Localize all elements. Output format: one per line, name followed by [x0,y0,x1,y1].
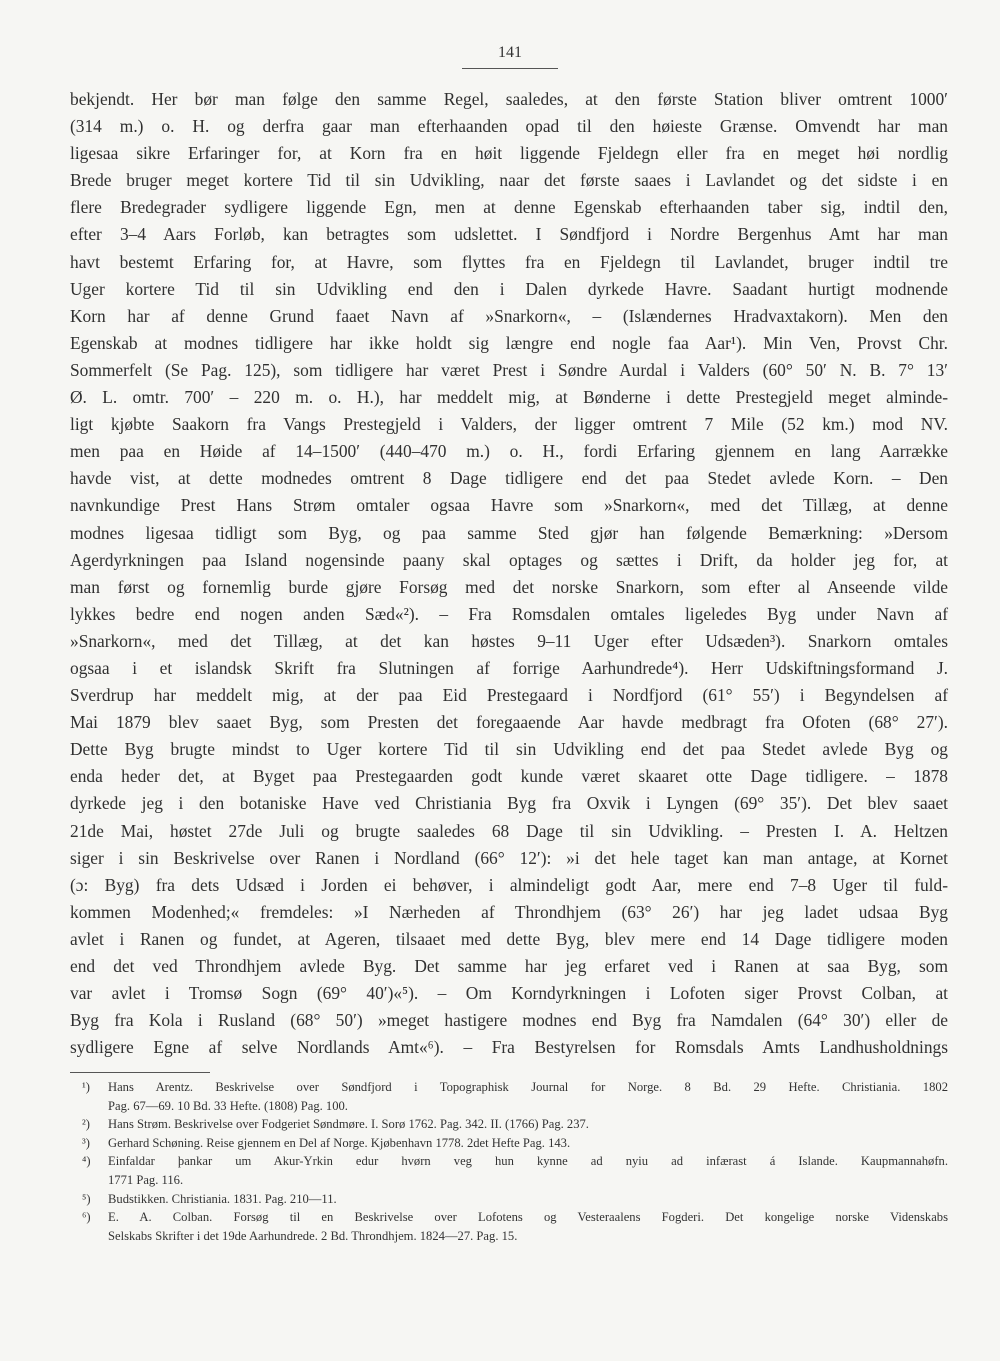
body-line: ligesaa sikre Erfaringer for, at Korn fra en høit liggende Fjeldegn eller fra en meget høi nordlig [70,143,948,164]
body-line: Ø. L. omtr. 700′ – 220 m. o. H.), har meddelt mig, at Bønderne i dette Prestegjeld meget alminde- [70,387,948,408]
body-line: ligt kjøbte Saakorn fra Vangs Prestegjeld i Valders, der ligger omtrent 7 Mile (52 km.) mod NV. [70,414,948,435]
footnote-line: E. A. Colban. Forsøg til en Beskrivelse over Lofotens og Vesteraalens Fogderi. Det kongelige norske Videnskabs [108,1210,948,1225]
body-line: var avlet i Tromsø Sogn (69° 40′)«⁵). – Om Korndyrkningen i Lofoten siger Provst Colban, at [70,983,948,1004]
body-line: »Snarkorn«, med det Tillæg, at det kan høstes 9–11 Uger efter Udsæden³). Snarkorn omtales [70,630,948,651]
body-line: Mai 1879 blev saaet Byg, som Presten det foregaaende Aar havde medbragt fra Ofoten (68° 27′). [70,712,948,733]
body-line: siger i sin Beskrivelse over Ranen i Nordland (66° 12′): »i det hele taget kan man antage, at Kornet [70,847,948,868]
footnote-mark: ⁶) [82,1210,91,1225]
body-line: Sommerfelt (Se Pag. 125), som tidligere har været Prest i Søndre Aurdal i Valders (60° 50′ N. B. 7° 13′ [70,359,948,380]
footnote-mark: ¹) [82,1080,90,1094]
body-line: havde vist, at dette modnedes omtrent 8 Dage tidligere end det paa Stedet avlede Korn. – Den [70,468,948,489]
footnote [70,1190,948,1209]
body-line: men paa en Høide af 14–1500′ (440–470 m.) o. H., fordi Erfaring gjennem en lang Aarrække [70,441,948,462]
footnote-line: Pag. 67—69. 10 Bd. 33 Hefte. (1808) Pag. 100. [108,1098,348,1113]
body-line: avlet i Ranen og fundet, at Ageren, tilsaaet med dette Byg, blev mere end 14 Dage tidligere moden [70,928,948,949]
footnote-mark: ³) [82,1135,90,1150]
body-line: Egenskab at modnes tidligere har ikke holdt sig længre end nogle faa Aar¹). Min Ven, Provst Chr. [70,332,948,353]
body-line: kommen Modenhed;« fremdeles: »I Nærheden af Throndhjem (63° 26′) har jeg ladet udsaa Byg [70,901,948,922]
footnote-line: Gerhard Schøning. Reise gjennem en Del af Norge. Kjøbenhavn 1778. 2det Hefte Pag. 143. [108,1135,571,1150]
body-line: efter 3–4 Aars Forløb, kan betragtes som udslettet. I Søndfjord i Nordre Bergenhus Amt har man [70,224,948,245]
body-line: end det ved Throndhjem avlede Byg. Det samme har jeg erfaret ved i Ranen at saa Byg, som [70,956,948,976]
body-line: Byg fra Kola i Rusland (68° 50′) »meget hastigere modnes end Byg fra Namdalen (64° 30′) eller de [70,1010,948,1031]
footnote-line: Einfaldar þankar um Akur-Yrkin edur hvørn veg hun kynne ad nyiu ad infærast á Islande. Kaupmannahøfn. [108,1154,948,1169]
footnote [70,1208,948,1245]
footnote-line: 1771 Pag. 116. [108,1172,184,1187]
footnote-line: Budstikken. Christiania. 1831. Pag. 210—11. [108,1191,337,1206]
body-line: Brede bruger meget kortere Tid til sin Udvikling, naar det første saaes i Lavlandet og det sidste i en [70,170,948,191]
body-line: Uger kortere Tid til sin Udvikling end den i Dalen dyrkede Havre. Saadant hurtigt modnende [70,278,948,299]
body-line: 21de Mai, høstet 27de Juli og brugte saaledes 68 Dage til sin Udvikling. – Presten I. A. Heltzen [70,820,948,841]
body-line: bekjendt. Her bør man følge den samme Regel, saaledes, at den første Station bliver omtrent 1000′ [70,89,948,109]
footnote [70,1134,948,1153]
body-line: Sverdrup har meddelt mig, at der paa Eid Prestegaard i Nordfjord (61° 55′) i Begyndelsen af [70,685,948,706]
page-number: 141 [498,44,522,61]
body-line: flere Bredegrader sydligere liggende Egn, men at denne Egenskab efterhaanden taber sig, indtil den, [70,197,948,218]
footnote-line: Hans Strøm. Beskrivelse over Fodgeriet Søndmøre. I. Sorø 1762. Pag. 342. II. (1766) Pag. 237. [108,1117,589,1132]
body-line: sydligere Egne af selve Nordlands Amt«⁶). – Fra Bestyrelsen for Romsdals Amts Landhusholdnings [70,1037,948,1058]
body-line: (ɔ: Byg) fra dets Udsæd i Jorden ei behøver, i almindeligt godt Aar, mere end 7–8 Uger til fuld- [70,874,948,895]
body-line: lykkes bedre end nogen anden Sæd«²). – Fra Romsdalen omtales ligeledes Byg under Navn af [70,603,948,624]
body-text [70,86,948,1061]
footnote [70,1115,948,1134]
footnote-divider [70,1072,210,1073]
body-line: ogsaa i et islandsk Skrift fra Slutningen af forrige Aarhundrede⁴). Herr Udskiftningsformand J. [70,657,948,678]
body-line: havt bestemt Erfaring for, at Havre, som flyttes fra en Fjeldegn til Lavlandet, bruger indtil tre [70,251,948,272]
footnote-line: Hans Arentz. Beskrivelse over Søndfjord i Topographisk Journal for Norge. 8 Bd. 29 Hefte. Christiania. 1802 [108,1080,948,1094]
footnote [70,1078,948,1115]
body-line: Dette Byg brugte mindst to Uger kortere Tid til sin Udvikling end det paa Stedet avlede Byg og [70,739,948,760]
body-line: (314 m.) o. H. og derfra gaar man efterhaanden opad til den høieste Grænse. Omvendt har man [70,116,948,137]
body-line: Agerdyrkningen paa Island nogensinde paany skal optages og sættes i Drift, da holder jeg for, at [70,549,948,570]
body-line: enda heder det, at Byget paa Prestegaarden godt kunde været skaaret otte Dage tidligere. – 1878 [70,766,948,787]
body-line: Korn har af denne Grund faaet Navn af »Snarkorn«, – (Islændernes Hradvaxtakorn). Men den [70,305,948,326]
body-line: dyrkede jeg i den botaniske Have ved Christiania Byg fra Oxvik i Lyngen (69° 35′). Det blev saaet [70,793,948,814]
header-rule [462,68,558,69]
body-line: man først og fornemlig burde gjøre Forsøg med det norske Snarkorn, som efter al Anseende vilde [70,576,948,597]
footnote-line: Selskabs Skrifter i det 19de Aarhundrede. 2 Bd. Throndhjem. 1824—27. Pag. 15. [108,1228,518,1243]
footnotes [70,1078,948,1245]
footnote [70,1152,948,1189]
body-line: modnes ligesaa tidligt som Byg, og paa samme Sted gjør han følgende Bemærkning: »Dersom [70,522,948,543]
footnote-mark: ²) [82,1117,90,1132]
body-line: navnkundige Prest Hans Strøm omtaler ogsaa Havre som »Snarkorn«, med det Tillæg, at denne [70,495,948,516]
footnote-mark: ⁴) [82,1154,91,1169]
footnote-mark: ⁵) [82,1191,91,1206]
